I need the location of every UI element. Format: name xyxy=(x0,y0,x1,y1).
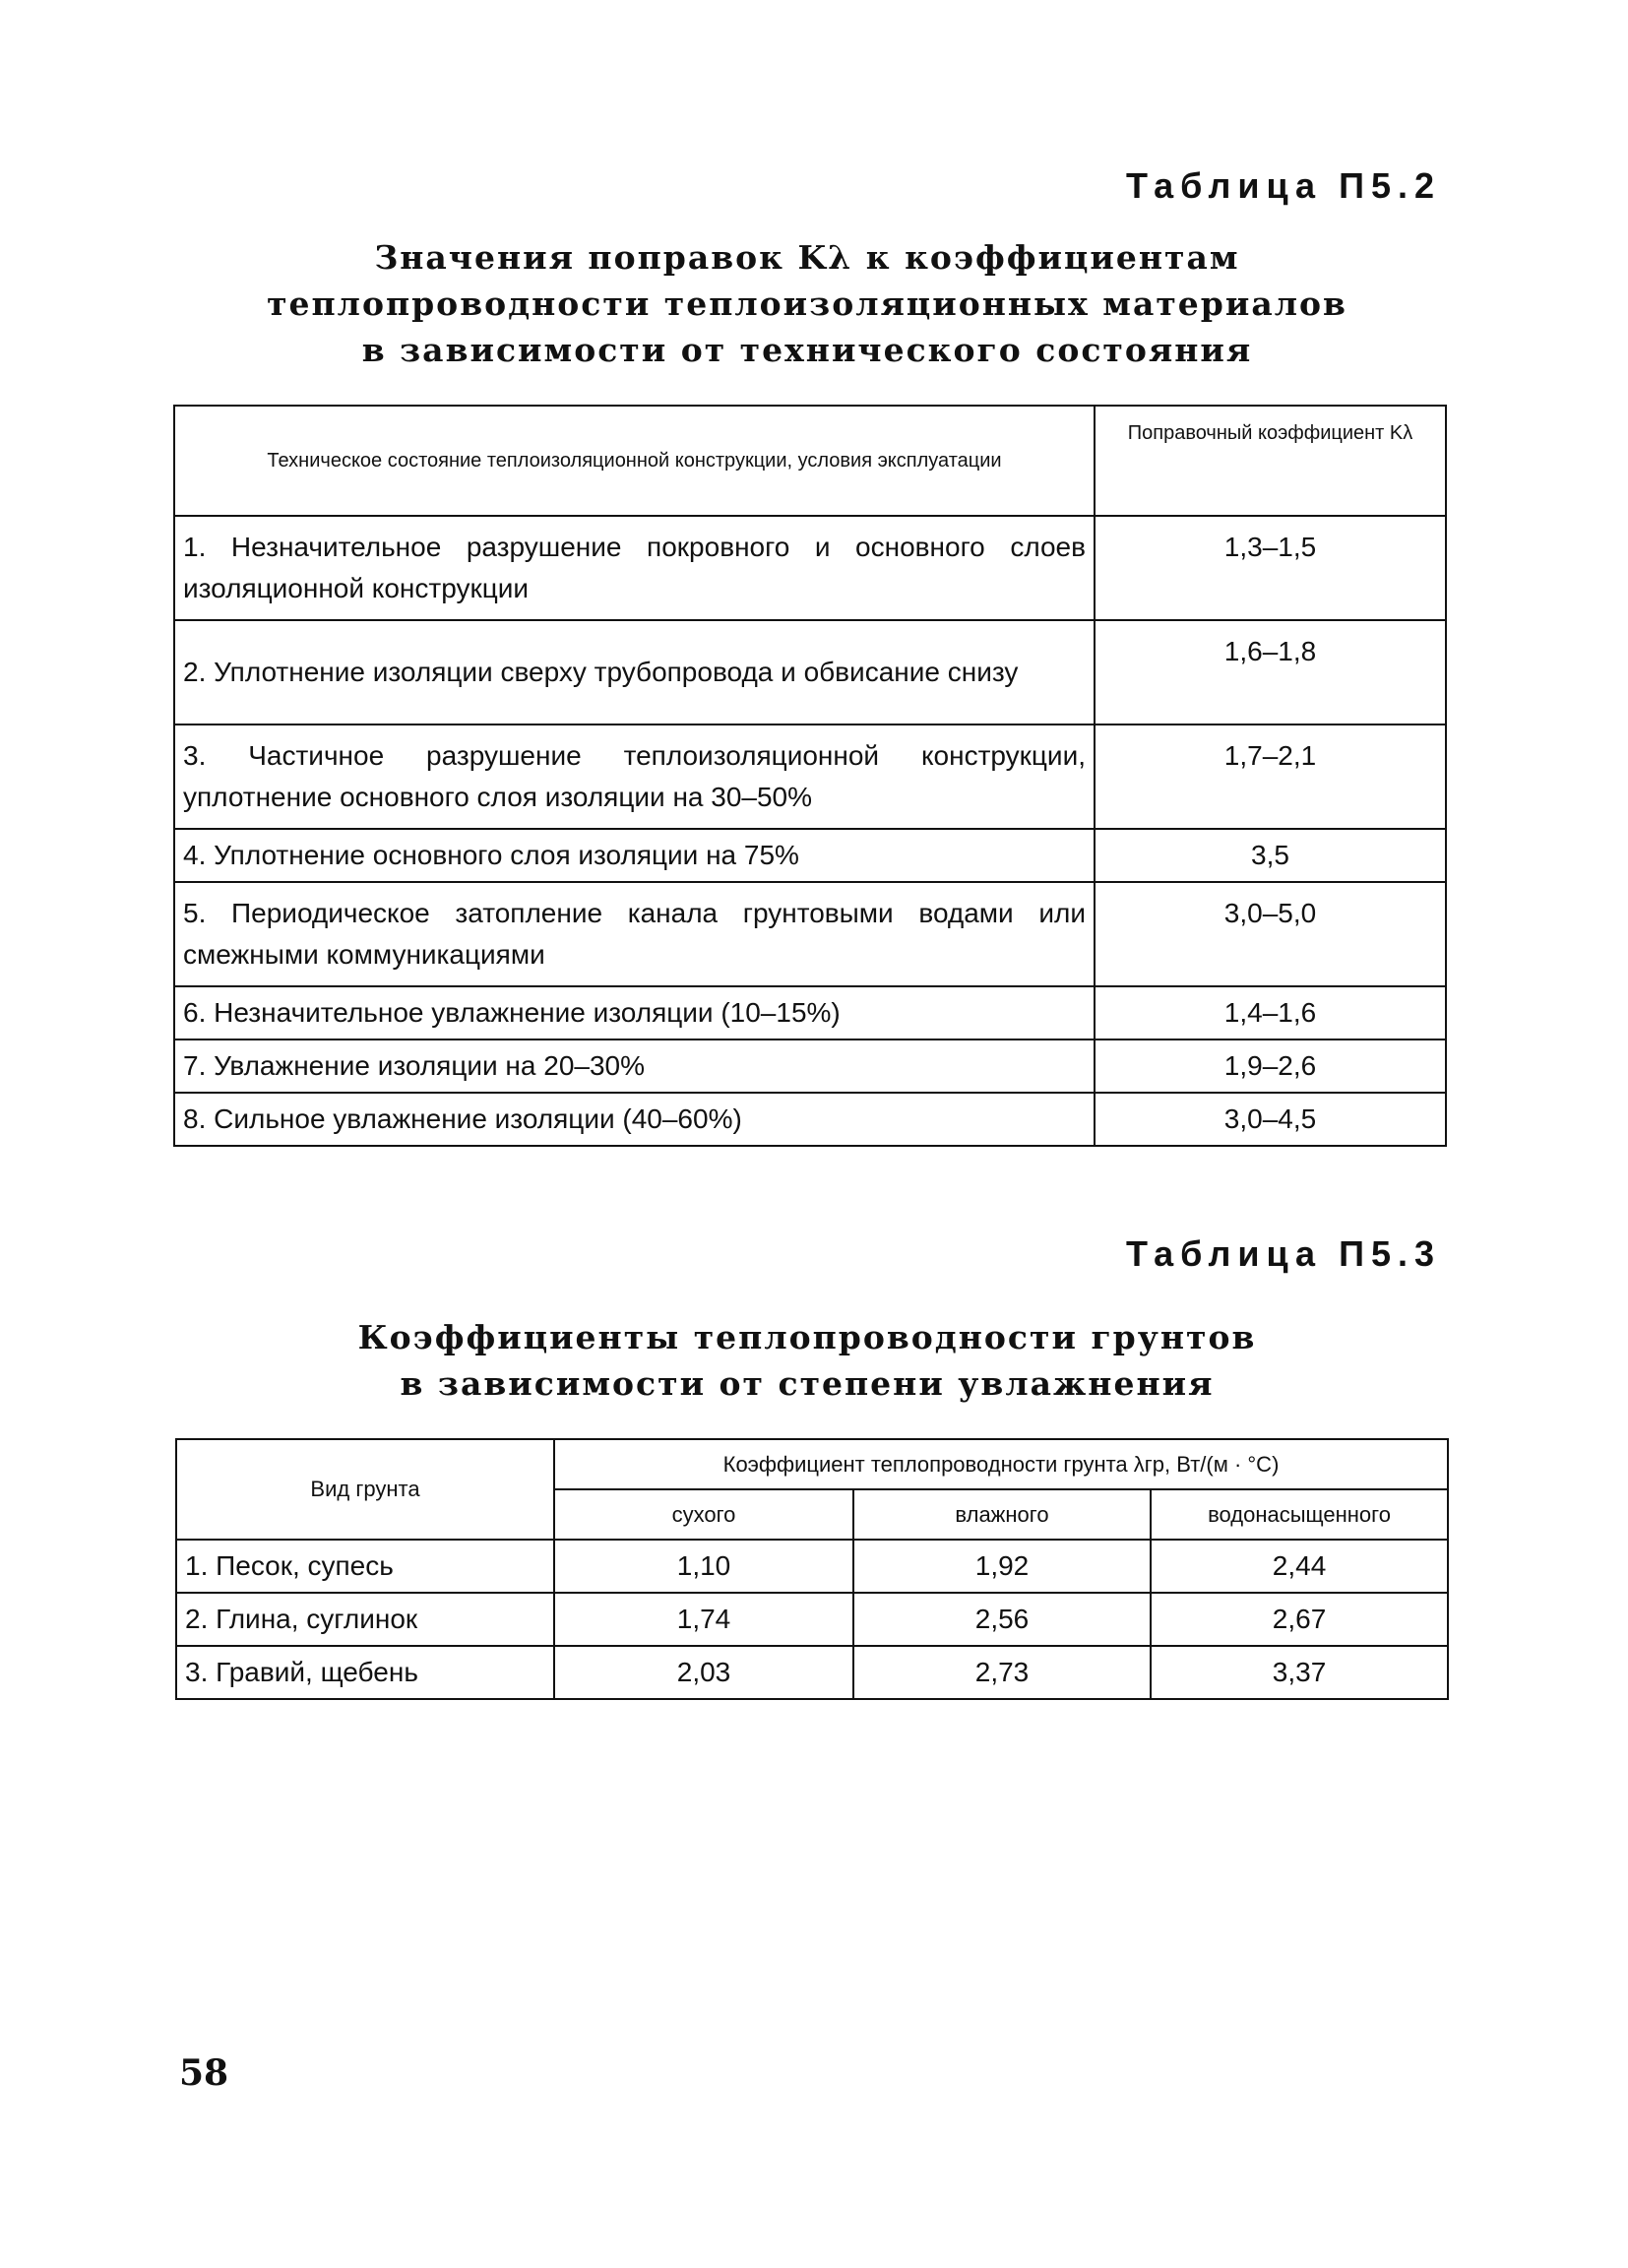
soil-conductivity-table xyxy=(175,1438,1449,1700)
caption-line: теплопроводности теплоизоляционных материалов xyxy=(267,284,1347,323)
condition-cell: 1. Незначительное разрушение покровного и основного слоев изоляционной конструкции xyxy=(174,516,1095,620)
value-cell: 3,0–5,0 xyxy=(1095,882,1446,986)
page-number: 58 xyxy=(179,2052,229,2094)
value-cell: 1,9–2,6 xyxy=(1095,1040,1446,1093)
moist-cell: 1,92 xyxy=(853,1540,1151,1593)
value-cell: 1,7–2,1 xyxy=(1095,724,1446,829)
table-row xyxy=(176,1593,1448,1646)
saturated-cell: 3,37 xyxy=(1151,1646,1448,1699)
table-row xyxy=(174,986,1446,1040)
dry-cell: 1,74 xyxy=(554,1593,853,1646)
table-row xyxy=(174,724,1446,829)
table-row xyxy=(176,1646,1448,1699)
kind-cell: 1. Песок, супесь xyxy=(176,1540,554,1593)
kind-cell: 3. Гравий, щебень xyxy=(176,1646,554,1699)
header-moist: влажного xyxy=(853,1489,1151,1540)
table-header-row xyxy=(174,406,1446,516)
table-row xyxy=(174,620,1446,724)
dry-cell: 1,10 xyxy=(554,1540,853,1593)
table-caption xyxy=(167,1314,1447,1407)
header-coefficient: Коэффициент теплопроводности грунта λгр, Вт/(м · °С) xyxy=(554,1439,1448,1489)
table-row xyxy=(174,516,1446,620)
table-row xyxy=(174,1093,1446,1146)
table-row xyxy=(176,1540,1448,1593)
value-cell: 3,0–4,5 xyxy=(1095,1093,1446,1146)
table-header-row xyxy=(176,1439,1448,1489)
kind-cell: 2. Глина, суглинок xyxy=(176,1593,554,1646)
table-label: Таблица П5.2 xyxy=(1126,165,1441,206)
table-row xyxy=(174,882,1446,986)
table-row xyxy=(174,1040,1446,1093)
condition-cell: 3. Частичное разрушение теплоизоляционной конструкции, уплотнение основного слоя изоляции на 30–50% xyxy=(174,724,1095,829)
value-cell: 1,3–1,5 xyxy=(1095,516,1446,620)
value-cell: 1,6–1,8 xyxy=(1095,620,1446,724)
caption-line: Коэффициенты теплопроводности грунтов xyxy=(357,1318,1257,1356)
header-coefficient: Поправочный коэффициент Kλ xyxy=(1095,406,1446,516)
condition-cell: 5. Периодическое затопление канала грунтовыми водами или смежными коммуникациями xyxy=(174,882,1095,986)
condition-cell: 6. Незначительное увлажнение изоляции (10–15%) xyxy=(174,986,1095,1040)
condition-cell: 2. Уплотнение изоляции сверху трубопровода и обвисание снизу xyxy=(174,620,1095,724)
dry-cell: 2,03 xyxy=(554,1646,853,1699)
caption-line: в зависимости от степени увлажнения xyxy=(400,1364,1215,1403)
caption-line: Значения поправок Kλ к коэффициентам xyxy=(374,238,1240,277)
saturated-cell: 2,67 xyxy=(1151,1593,1448,1646)
table-row xyxy=(174,829,1446,882)
correction-factors-table xyxy=(173,405,1447,1147)
table-label: Таблица П5.3 xyxy=(1126,1233,1441,1274)
value-cell: 3,5 xyxy=(1095,829,1446,882)
saturated-cell: 2,44 xyxy=(1151,1540,1448,1593)
condition-cell: 4. Уплотнение основного слоя изоляции на 75% xyxy=(174,829,1095,882)
condition-cell: 8. Сильное увлажнение изоляции (40–60%) xyxy=(174,1093,1095,1146)
header-condition: Техническое состояние теплоизоляционной конструкции, условия эксплуатации xyxy=(174,406,1095,516)
moist-cell: 2,56 xyxy=(853,1593,1151,1646)
header-dry: сухого xyxy=(554,1489,853,1540)
header-kind: Вид грунта xyxy=(176,1439,554,1540)
table-caption xyxy=(167,234,1447,373)
condition-cell: 7. Увлажнение изоляции на 20–30% xyxy=(174,1040,1095,1093)
header-saturated: водонасыщенного xyxy=(1151,1489,1448,1540)
moist-cell: 2,73 xyxy=(853,1646,1151,1699)
caption-line: в зависимости от технического состояния xyxy=(361,331,1253,369)
value-cell: 1,4–1,6 xyxy=(1095,986,1446,1040)
